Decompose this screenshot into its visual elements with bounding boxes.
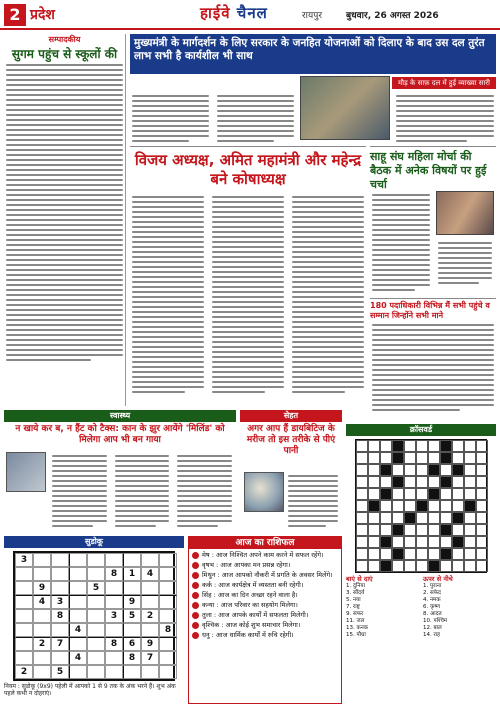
horoscope-text: धनु : आज धार्मिक कार्यों में रुचि रहेगी। <box>202 631 294 639</box>
story-health-photo <box>244 472 284 512</box>
story-office-headline: 180 पदाधिकारी विभिन्न मैं सभी पहुंचे व सम्मान जिन्होंने सभी माने <box>370 301 490 320</box>
crossword-clue: 1. दुनिया <box>346 583 366 589</box>
crossword-clue: 13. कनक <box>346 625 368 631</box>
horoscope-item <box>192 551 338 559</box>
crossword-cell <box>392 476 404 488</box>
crossword-down-title: ऊपर से नीचे <box>423 575 453 583</box>
crossword-cell <box>392 536 404 548</box>
city-name: रायपुर <box>302 11 323 21</box>
crossword-cell <box>452 476 464 488</box>
sudoku-cell: 8 <box>123 651 141 665</box>
editorial-column <box>4 34 126 406</box>
horoscope-item <box>192 561 338 569</box>
sudoku-cell <box>105 581 123 595</box>
sudoku-cell <box>87 637 105 651</box>
crossword-cell <box>416 452 428 464</box>
crossword-cell <box>368 488 380 500</box>
sudoku-cell: 8 <box>105 567 123 581</box>
crossword-cell <box>368 512 380 524</box>
crossword-clue: 11. जल <box>346 618 365 624</box>
crossword-cell <box>428 464 440 476</box>
crossword-cell <box>380 512 392 524</box>
crossword-clue: 9. सफर <box>346 611 364 617</box>
horoscope-text: मेष : आज निश्चित अपने काम करने में सफल रहेंगे। <box>202 551 324 559</box>
crossword-title: क्रॉसवर्ड <box>346 424 496 436</box>
crossword-cell <box>416 440 428 452</box>
crossword-cell <box>428 440 440 452</box>
crossword-cell <box>416 536 428 548</box>
sudoku-cell <box>159 553 177 567</box>
sudoku-cell: 9 <box>33 581 51 595</box>
sudoku-cell: 3 <box>15 553 33 567</box>
crossword-cell <box>380 548 392 560</box>
crossword-cell <box>452 464 464 476</box>
sudoku-cell <box>15 651 33 665</box>
crossword-cell <box>440 536 452 548</box>
crossword-cell <box>380 452 392 464</box>
crossword-cell <box>356 452 368 464</box>
crossword-cell <box>368 560 380 572</box>
crossword-cell <box>428 560 440 572</box>
crossword-cell <box>404 500 416 512</box>
sudoku-cell: 9 <box>141 637 159 651</box>
crossword-cell <box>428 536 440 548</box>
sudoku-cell: 8 <box>159 623 177 637</box>
crossword-cell <box>356 464 368 476</box>
sudoku-cell <box>51 623 69 637</box>
crossword-clue: 6. कृष्ण <box>423 604 440 610</box>
crossword-cell <box>392 560 404 572</box>
sudoku-cell: 6 <box>123 637 141 651</box>
lead-body-text-right <box>394 92 496 142</box>
crossword-clue: 2. सफेद <box>423 590 441 596</box>
crossword-cell <box>452 500 464 512</box>
crossword-clue: 15. पौधा <box>346 632 366 638</box>
story-health <box>240 424 342 534</box>
crossword-cell <box>440 560 452 572</box>
crossword-cell <box>428 476 440 488</box>
story-sahu-sangh <box>370 146 496 296</box>
sudoku-cell <box>105 665 123 679</box>
sudoku-cell: 3 <box>105 609 123 623</box>
sudoku-cell <box>123 623 141 637</box>
sudoku-cell <box>69 609 87 623</box>
sudoku-cell: 4 <box>33 595 51 609</box>
crossword-cell <box>476 536 488 548</box>
crossword-cell <box>464 476 476 488</box>
bullet-icon <box>192 562 199 569</box>
crossword-cell <box>380 440 392 452</box>
crossword-clue: 12. बाल <box>423 625 442 631</box>
crossword-cell <box>476 476 488 488</box>
crossword-cell <box>440 464 452 476</box>
bullet-icon <box>192 612 199 619</box>
crossword-cell <box>404 440 416 452</box>
horoscope-item <box>192 611 338 619</box>
bullet-icon <box>192 572 199 579</box>
sudoku-cell <box>33 553 51 567</box>
editorial-body-text <box>4 64 125 361</box>
sudoku-cell <box>87 623 105 637</box>
story-office-body <box>370 324 496 411</box>
horoscope-text: वृषभ : आज आपका मन प्रसन्न रहेगा। <box>202 561 291 569</box>
crossword-cell <box>380 488 392 500</box>
horoscope-text: तुला : आज आपके कार्यों में सफलता मिलेगी। <box>202 611 309 619</box>
lead-photo <box>300 76 390 140</box>
band-middle: सेहत <box>240 410 342 422</box>
sudoku-cell <box>87 651 105 665</box>
sudoku-cell <box>33 567 51 581</box>
crossword-cell <box>440 488 452 500</box>
crossword-puzzle <box>346 424 496 704</box>
editorial-headline: सुगम पहुंच से स्कूलों की <box>11 47 118 61</box>
crossword-cell <box>404 560 416 572</box>
sudoku-cell: 2 <box>15 665 33 679</box>
crossword-cell <box>416 512 428 524</box>
sudoku-cell <box>159 609 177 623</box>
crossword-cell <box>380 524 392 536</box>
crossword-cell <box>440 452 452 464</box>
sudoku-cell <box>141 581 159 595</box>
horoscope-title: आज का राशिफल <box>189 537 341 549</box>
crossword-cell <box>440 440 452 452</box>
crossword-across-list <box>346 583 419 639</box>
crossword-cell <box>476 548 488 560</box>
story-sahu-headline: साहू संघ महिला मोर्चा की बैठक में अनेक विषयों पर हुई चर्चा <box>370 150 487 191</box>
sudoku-cell <box>159 665 177 679</box>
sudoku-cell <box>123 665 141 679</box>
horoscope-text: कर्क : आज कार्यक्षेत्र में व्यस्तता बनी रहेगी। <box>202 581 304 589</box>
horoscope-text: वृश्चिक : आज कोई शुभ समाचार मिलेगा। <box>202 621 301 629</box>
sudoku-cell <box>87 567 105 581</box>
bullet-icon <box>192 622 199 629</box>
crossword-cell <box>452 548 464 560</box>
horoscope-item <box>192 621 338 629</box>
crossword-cell <box>404 488 416 500</box>
crossword-cell <box>476 524 488 536</box>
sudoku-cell <box>51 567 69 581</box>
horoscope-text: कन्या : आज परिवार का सहयोग मिलेगा। <box>202 601 298 609</box>
sudoku-cell <box>123 553 141 567</box>
horoscope-item <box>192 571 338 579</box>
story-sahu-body-2 <box>436 239 494 287</box>
crossword-cell <box>440 548 452 560</box>
crossword-cell <box>392 440 404 452</box>
crossword-cell <box>440 512 452 524</box>
sudoku-cell <box>33 665 51 679</box>
crossword-cell <box>440 476 452 488</box>
crossword-cell <box>356 524 368 536</box>
crossword-cell <box>392 512 404 524</box>
sudoku-cell <box>141 553 159 567</box>
sudoku-cell <box>87 609 105 623</box>
horoscope-item <box>192 631 338 639</box>
sudoku-cell <box>15 595 33 609</box>
editorial-label: सम्पादकीय <box>48 35 81 44</box>
crossword-cell <box>452 488 464 500</box>
crossword-cell <box>452 536 464 548</box>
crossword-cell <box>392 524 404 536</box>
sudoku-cell <box>159 637 177 651</box>
crossword-cell <box>416 524 428 536</box>
crossword-cell <box>452 524 464 536</box>
crossword-cell <box>356 488 368 500</box>
crossword-cell <box>392 452 404 464</box>
crossword-clue: 4. नमक <box>423 597 441 603</box>
bullet-icon <box>192 582 199 589</box>
sudoku-cell <box>159 567 177 581</box>
crossword-grid <box>355 439 487 573</box>
crossword-cell <box>368 548 380 560</box>
crossword-cell <box>416 500 428 512</box>
horoscope-list <box>189 551 341 639</box>
crossword-cell <box>464 548 476 560</box>
story-bottom-left-headline: न खाये कर ब, न हैंट को टैक्स: कान के झुर आयेंगे 'मिलिंड' को मिलेगा आप भी बन गाया <box>15 424 225 445</box>
sudoku-cell <box>105 623 123 637</box>
crossword-cell <box>452 440 464 452</box>
crossword-cell <box>464 524 476 536</box>
sudoku-cell <box>33 623 51 637</box>
sudoku-cell <box>51 553 69 567</box>
crossword-cell <box>356 512 368 524</box>
crossword-cell <box>368 536 380 548</box>
section-name: प्रदेश <box>30 7 55 23</box>
crossword-cell <box>356 500 368 512</box>
crossword-cell <box>368 524 380 536</box>
sudoku-cell <box>87 665 105 679</box>
horoscope-item <box>192 591 338 599</box>
sudoku-cell <box>105 553 123 567</box>
crossword-cell <box>416 548 428 560</box>
crossword-cell <box>464 512 476 524</box>
sudoku-cell: 5 <box>123 609 141 623</box>
sudoku-rules: नियम : सुडोकू (9x9) पहेली में आपको 1 से 9 तक के अंक भरने हैं। शुभ अंक पहले कभी न दोहराएं। <box>4 683 176 697</box>
crossword-cell <box>392 500 404 512</box>
date-line: बुधवार, 26 अगस्त 2026 <box>346 11 439 21</box>
sudoku-cell <box>51 581 69 595</box>
crossword-cell <box>464 464 476 476</box>
story-health-headline: अगर आप हैं डायबिटिज के मरीज तो इस तरीके से पीएं पानी <box>246 424 336 456</box>
crossword-cell <box>368 452 380 464</box>
sudoku-cell <box>15 637 33 651</box>
crossword-cell <box>368 500 380 512</box>
crossword-cell <box>476 440 488 452</box>
crossword-cell <box>380 476 392 488</box>
story-sahu-photo <box>436 191 494 235</box>
crossword-cell <box>392 488 404 500</box>
crossword-cell <box>476 452 488 464</box>
lead-headline: मुख्यमंत्री के मार्गदर्शन के लिए सरकार के जनहित योजनाओं को दिलाए के बाद उस दल तुरंत लाभ सभी है कार्यशील भी साथ <box>130 34 496 74</box>
lead-subtitle: मौड़ के साफ़ दल में हुई व्याख्या सारी <box>392 77 496 89</box>
crossword-down-list <box>423 583 496 639</box>
crossword-cell <box>428 500 440 512</box>
sudoku-cell <box>141 623 159 637</box>
sudoku-cell: 4 <box>69 623 87 637</box>
crossword-clue: 3. सौंदर्य <box>346 590 365 596</box>
band-left: स्वास्थ्य <box>4 410 236 422</box>
sudoku-cell: 2 <box>33 637 51 651</box>
crossword-clue: 5. नया <box>346 597 361 603</box>
crossword-cell <box>428 488 440 500</box>
crossword-across-title: बाएं से दाएं <box>346 575 373 583</box>
sudoku-cell <box>15 581 33 595</box>
sudoku-cell <box>69 581 87 595</box>
crossword-clue: 1. पुराना <box>423 583 442 589</box>
story-bottom-left-body <box>50 452 234 530</box>
sudoku-puzzle <box>4 536 184 704</box>
crossword-clue: 7. राष्ट्र <box>346 604 360 610</box>
horoscope-text: मिथुन : आज आपको नौकरी में प्रगति के अवसर मिलेंगे। <box>202 571 333 579</box>
sudoku-cell <box>15 567 33 581</box>
horoscope-box <box>188 536 342 704</box>
sudoku-cell <box>87 595 105 609</box>
crossword-cell <box>404 536 416 548</box>
crossword-cell <box>476 464 488 476</box>
sudoku-cell <box>141 665 159 679</box>
story-health-body <box>286 472 340 530</box>
crossword-cell <box>404 512 416 524</box>
crossword-cell <box>356 476 368 488</box>
sudoku-cell <box>69 665 87 679</box>
sudoku-cell <box>159 581 177 595</box>
crossword-cell <box>476 512 488 524</box>
story-office-bearers <box>370 298 496 406</box>
crossword-cell <box>380 536 392 548</box>
crossword-cell <box>356 440 368 452</box>
crossword-cell <box>416 476 428 488</box>
sudoku-cell <box>51 651 69 665</box>
crossword-cell <box>428 512 440 524</box>
crossword-cell <box>404 476 416 488</box>
sudoku-title: सुडोकू <box>4 536 184 548</box>
bullet-icon <box>192 602 199 609</box>
crossword-cell <box>464 452 476 464</box>
sudoku-cell: 7 <box>141 651 159 665</box>
brand-part1: हाईवे <box>200 4 231 22</box>
sudoku-cell <box>69 567 87 581</box>
crossword-cell <box>464 440 476 452</box>
sudoku-cell <box>69 595 87 609</box>
sudoku-grid <box>13 551 175 681</box>
sudoku-cell <box>159 651 177 665</box>
sudoku-cell <box>69 553 87 567</box>
crossword-cell <box>368 476 380 488</box>
sudoku-cell: 4 <box>69 651 87 665</box>
bullet-icon <box>192 632 199 639</box>
story-bottom-left-photo <box>6 452 46 492</box>
sudoku-cell <box>87 553 105 567</box>
crossword-cell <box>464 536 476 548</box>
sudoku-cell <box>105 595 123 609</box>
crossword-cell <box>356 560 368 572</box>
sudoku-cell <box>123 581 141 595</box>
sudoku-cell <box>159 595 177 609</box>
sudoku-cell <box>105 651 123 665</box>
crossword-cell <box>428 548 440 560</box>
story-bottom-left <box>4 424 236 534</box>
crossword-cell <box>392 464 404 476</box>
crossword-cell <box>464 488 476 500</box>
sudoku-cell <box>69 637 87 651</box>
crossword-cell <box>476 488 488 500</box>
sudoku-cell <box>141 595 159 609</box>
story-election-body <box>130 193 366 403</box>
sudoku-cell: 3 <box>51 595 69 609</box>
crossword-cell <box>404 464 416 476</box>
crossword-cell <box>368 464 380 476</box>
story-election <box>130 146 366 406</box>
crossword-cell <box>440 500 452 512</box>
sudoku-cell <box>33 609 51 623</box>
crossword-clues <box>346 576 496 639</box>
sudoku-cell: 1 <box>123 567 141 581</box>
crossword-cell <box>416 464 428 476</box>
crossword-cell <box>464 500 476 512</box>
crossword-cell <box>380 560 392 572</box>
horoscope-item <box>192 581 338 589</box>
crossword-cell <box>452 512 464 524</box>
masthead <box>0 0 500 30</box>
horoscope-item <box>192 601 338 609</box>
crossword-cell <box>404 548 416 560</box>
crossword-cell <box>476 560 488 572</box>
sudoku-cell <box>15 609 33 623</box>
bullet-icon <box>192 592 199 599</box>
crossword-cell <box>452 452 464 464</box>
sudoku-cell: 2 <box>141 609 159 623</box>
story-sahu-body <box>370 191 432 294</box>
crossword-clue: 8. आदत <box>423 611 442 617</box>
sudoku-cell <box>15 623 33 637</box>
crossword-cell <box>380 500 392 512</box>
crossword-cell <box>356 548 368 560</box>
crossword-clue: 14. राह <box>423 632 441 638</box>
sudoku-cell: 8 <box>51 609 69 623</box>
sudoku-cell: 7 <box>51 637 69 651</box>
crossword-cell <box>368 440 380 452</box>
sudoku-cell <box>33 651 51 665</box>
crossword-cell <box>416 488 428 500</box>
newspaper-brand <box>200 3 268 23</box>
crossword-cell <box>452 560 464 572</box>
brand-part2: चैनल <box>236 4 268 22</box>
story-election-headline: विजय अध्यक्ष, अमित महामंत्री और महेन्द्र बने कोषाध्यक्ष <box>134 151 362 188</box>
horoscope-text: सिंह : आज का दिन अच्छा रहने वाला है। <box>202 591 298 599</box>
crossword-cell <box>476 500 488 512</box>
crossword-cell <box>356 536 368 548</box>
crossword-cell <box>464 560 476 572</box>
crossword-cell <box>440 524 452 536</box>
crossword-cell <box>416 560 428 572</box>
sudoku-cell: 9 <box>123 595 141 609</box>
crossword-cell <box>404 452 416 464</box>
crossword-clue: 10. पश्चिम <box>423 618 448 624</box>
crossword-cell <box>428 452 440 464</box>
crossword-cell <box>392 548 404 560</box>
page-number: 2 <box>4 4 26 26</box>
crossword-cell <box>404 524 416 536</box>
crossword-cell <box>428 524 440 536</box>
sudoku-cell: 5 <box>87 581 105 595</box>
sudoku-cell: 8 <box>105 637 123 651</box>
sudoku-cell: 5 <box>51 665 69 679</box>
sudoku-cell: 4 <box>141 567 159 581</box>
bullet-icon <box>192 552 199 559</box>
crossword-cell <box>380 464 392 476</box>
